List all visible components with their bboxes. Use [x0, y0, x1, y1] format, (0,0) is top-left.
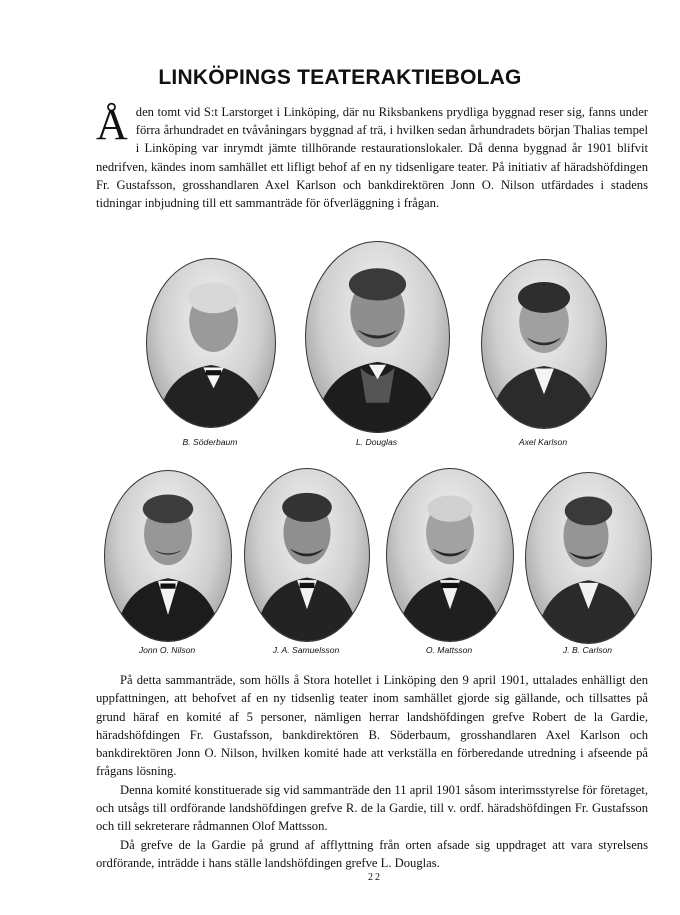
- portrait-photo: [481, 259, 607, 429]
- portrait-caption: B. Söderbaum: [182, 437, 238, 447]
- man-silhouette-icon: [387, 469, 513, 641]
- drop-cap: Å: [96, 100, 128, 149]
- body-text: [96, 671, 648, 872]
- portrait-caption: L. Douglas: [355, 437, 398, 447]
- man-silhouette-icon: [147, 259, 275, 427]
- body-paragraph-3: Då grefve de la Gardie på grund af afflyttning från orten afsade sig uppdraget att vara styrelsens ordförande, inträdde i hans ställe landshöfdingen grefve L. Douglas.: [96, 837, 648, 870]
- portrait-caption: Jonn O. Nilson: [138, 645, 196, 655]
- portrait-photo: [386, 468, 514, 642]
- portrait-photo: [146, 258, 276, 428]
- portrait-photo: [305, 241, 450, 433]
- man-silhouette-icon: [105, 471, 231, 641]
- man-silhouette-icon: [306, 242, 449, 432]
- portrait-photo: [525, 472, 652, 644]
- body-paragraph-2: Denna komité konstituerade sig vid sammanträde den 11 april 1901 såsom interimsstyrelse för företaget, och utsågs till ordförande landshöfdingen grefve R. de la Gardie, till v. ordf. häradshöfdingen Fr. Gustafsson och till sekreterare rådmannen Olof Mattsson.: [96, 782, 648, 834]
- man-silhouette-icon: [526, 473, 651, 643]
- man-silhouette-icon: [482, 260, 606, 428]
- portrait-caption: Axel Karlson: [518, 437, 568, 447]
- portrait-caption: J. B. Carlson: [562, 645, 613, 655]
- portrait-caption: J. A. Samuelsson: [272, 645, 340, 655]
- intro-paragraph: [96, 100, 648, 212]
- man-silhouette-icon: [245, 469, 369, 641]
- portrait-photo: [104, 470, 232, 642]
- page-title: LINKÖPINGS TEATERAKTIEBOLAG: [158, 66, 522, 89]
- page-number: 22: [368, 872, 382, 883]
- body-paragraph-1: På detta sammanträde, som hölls å Stora hotellet i Linköping den 9 april 1901, uttalades enhälligt den uppfattningen, att behofvet af en ny tidsenlig teater inom samhället gjorde sig gällande, och tillsattes på grund häraf en komité af 5 personer, nämligen herrar landshöfdingen grefve Robert de la Gardie, häradshöfdingen Fr. Gustafsson, bankdirektören B. Söderbaum, grosshandlaren Axel Karlson och bankdirektören Jonn O. Nilson, hvilken komité hade att verkställa en förberedande utredning i afseende på frågans lösning.: [96, 673, 648, 779]
- portrait-photo: [244, 468, 370, 642]
- portrait-caption: O. Mattsson: [425, 645, 473, 655]
- intro-text: den tomt vid S:t Larstorget i Linköping, där nu Riksbankens prydliga byggnad reser sig, fanns under förra århundradet en tvåvåningars byggnad af trä, i hvilken sedan århundradets början Thalias tempel i Linköping var inrymdt jämte tillhörande restaurationslokaler. Då denna byggnad år 1901 blifvit nedrifven, kändes inom samhället ett lifligt behof af en ny tidsenligare teater. På initiativ af häradshöfdingen Fr. Gustafsson, grosshandlaren Axel Karlson och bankdirektören Jonn O. Nilson utfärdades i stadens tidningar inbjudning till ett sammanträde för öfverläggning i frågan.: [96, 105, 648, 211]
